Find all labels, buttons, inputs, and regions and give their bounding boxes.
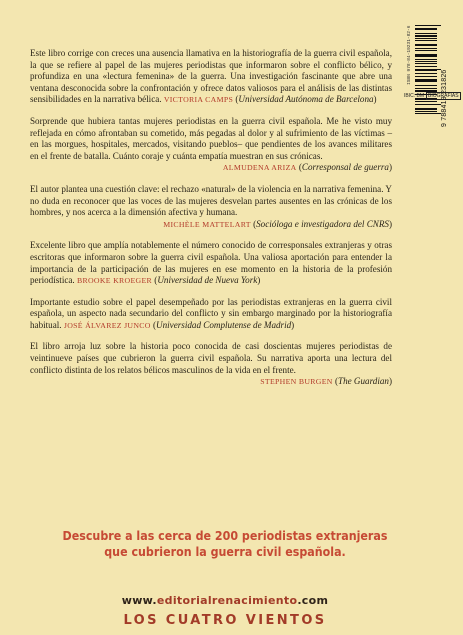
blurb-alvarez-junco: Importante estudio sobre el papel desempeñado por las periodistas extranjeras en la guerra civil española, un aspecto nada secundario del conflicto y sin embargo marginado por la historiografía habitual. JOSÉ ÁLVAREZ JUNCO (Universidad Complutense de Madrid) (30, 296, 392, 330)
url-suffix: .com (297, 594, 329, 607)
barcode-bar (415, 38, 437, 39)
barcode-bar (415, 88, 437, 89)
blurb-text: Este libro corrige con creces una ausencia llamativa en la historiografía de la guerra civil española, la que se refiere al papel de las mujeres periodistas que informaron sobre el conflicto bélico, y profundiza en una «lectura femenina» de la guerra. Una investigación fascinante que abre una ventana desconocida sobre la confrontación y ofrece datos valiosos para el análisis de las distintas sensibilidades en la narrativa bélica. (30, 48, 392, 105)
url-prefix: www. (121, 594, 157, 607)
blurb-author: ALMUDENA ARIZA (222, 163, 297, 173)
barcode-bar (415, 73, 437, 74)
isbn-label: ISBN 978-84-19231-82-6 (407, 25, 412, 85)
barcode-bar (415, 50, 437, 51)
barcode-bar (415, 40, 437, 41)
barcode-bars (415, 25, 441, 117)
collection-name: LOS CUATRO VIENTOS (123, 613, 327, 628)
promo-line-2: que cubrieron la guerra civil española. (104, 544, 346, 559)
blurb-camps: Este libro corrige con creces una ausencia llamativa en la historiografía de la guerra civil española, la que se refiere al papel de las mujeres periodistas que informaron sobre el conflicto bélico, y profundiza en una «lectura femenina» de la guerra. Una investigación fascinante que abre una ventana desconocida sobre la confrontación y ofrece datos valiosos para el análisis de las distintas sensibilidades en la narrativa bélica. VICTORIA CAMPS (Universidad Autónoma de Barcelona) (30, 48, 392, 105)
blurb-author: MICHÈLE MATTELART (163, 219, 251, 229)
blurb-author: STEPHEN BURGEN (260, 377, 333, 387)
barcode-bar (415, 59, 437, 60)
barcode-bar (415, 56, 437, 57)
blurb-author: VICTORIA CAMPS (163, 95, 234, 105)
barcode-bar (415, 33, 437, 34)
subject-code: IBIC: BM (404, 93, 425, 99)
url-name: editorialrenacimiento (156, 594, 298, 607)
blurb-text: El autor plantea una cuestión clave: el rechazo «natural» de la violencia en la narrativa femenina. Y no duda en reconocer que las voces de las mujeres desvelan partes ausentes en las crónicas de los hombres, y nos acerca a la dimensión afectiva y humana. (30, 183, 392, 218)
barcode-bar (415, 101, 437, 102)
blurb-affiliation: Universidad Complutense de Madrid (156, 319, 292, 330)
barcode-bar (415, 81, 437, 82)
blurb-affiliation: Socióloga e investigadora del CNRS (256, 218, 389, 229)
barcode-bar (415, 48, 437, 49)
subject-tag (404, 92, 459, 99)
blurb-mattelart: El autor plantea una cuestión clave: el rechazo «natural» de la violencia en la narrativa femenina. Y no duda en reconocer que las voces de las mujeres desvelan partes ausentes en las crónicas de los hombres, y nos acerca a la dimensión afectiva y humana. MICHÈLE MATTELART (Socióloga e investigadora del CNRS) (30, 183, 392, 229)
blurb-text: Sorprende que hubiera tantas mujeres periodistas en la guerra civil española. Me he visto muy reflejada en cómo afrontaban su cometido, más pegadas al dolor y al sufrimiento de las víctimas –en las morgues, hospitales, mercados, visitando pueblos– que pendientes de los avances militares en el frente de batalla. Cuánto coraje y cuánta empatía muestran en sus crónicas. (30, 115, 392, 161)
blurb-kroeger: Excelente libro que amplía notablemente el número conocido de corresponsales extranjeras y otras escritoras que informaron sobre la guerra civil española. Una valiosa aportación para entender la importancia de la participación de las mujeres en ese momento en la historia de la profesión periodística. BROOKE KROEGER (Universidad de Nueva York) (30, 240, 392, 286)
review-blurbs (30, 48, 392, 398)
isbn-digits: 9 788419 231826 (441, 69, 448, 127)
barcode-bar (415, 113, 441, 114)
barcode-bar (415, 70, 437, 71)
blurb-affiliation: Universidad de Nueva York (157, 275, 258, 286)
blurb-author: BROOKE KROEGER (76, 276, 153, 286)
blurb-text: El libro arroja luz sobre la historia poco conocida de casi doscientas mujeres periodistas de veintinueve países que cubrieron la guerra civil española. Su narrativa aporta una lectura del conflicto distinta de los relatos bélicos masculinos de la vida en el frente. (30, 341, 392, 375)
blurb-affiliation: Corresponsal de guerra (301, 162, 389, 173)
blurb-text: Importante estudio sobre el papel desempeñado por las periodistas extranjeras en la guerra civil española, un aspecto nada secundario del conflicto y sin embargo marginado por la historiografía habitual. (30, 296, 392, 330)
barcode-bar (415, 109, 437, 110)
blurb-text: Excelente libro que amplía notablemente el número conocido de corresponsales extranjeras y otras escritoras que informaron sobre la guerra civil española. Una valiosa aportación para entender la importancia de la participación de las mujeres en ese momento en la historia de la profesión periodística. (30, 240, 392, 286)
isbn-barcode (405, 25, 448, 127)
publisher-info (0, 594, 450, 628)
promo-line-1: Descubre a las cerca de 200 periodistas extranjeras (62, 528, 388, 543)
barcode-bar (415, 76, 437, 77)
barcode-bar (415, 29, 437, 30)
barcode-bar (415, 66, 437, 67)
blurb-affiliation: The Guardian (338, 376, 389, 387)
blurb-author: JOSÉ ÁLVAREZ JUNCO (63, 320, 151, 330)
barcode-bar (415, 25, 441, 26)
blurb-affiliation: Universidad Autónoma de Barcelona (238, 94, 374, 105)
barcode-bar (415, 85, 437, 86)
barcode-bar (415, 104, 441, 105)
barcode-bar (415, 45, 437, 46)
blurb-ariza: Sorprende que hubiera tantas mujeres periodistas en la guerra civil española. Me he visto muy reflejada en cómo afrontaban su cometido, más pegadas al dolor y al sufrimiento de las víctimas –en las morgues, hospitales, mercados, visitando pueblos– que pendientes de los avances militares en el frente de batalla. Cuánto coraje y cuánta empatía muestran en sus crónicas. ALMUDENA ARIZA (Corresponsal de guerra) (30, 115, 392, 173)
publisher-url (0, 594, 450, 607)
subject-label: BIOGRAFÍAS (428, 93, 459, 99)
barcode-bar (415, 63, 437, 64)
blurb-burgen: El libro arroja luz sobre la historia poco conocida de casi doscientas mujeres periodistas de veintinueve países que cubrieron la guerra civil española. Su narrativa aporta una lectura del conflicto distinta de los relatos bélicos masculinos de la vida en el frente. STEPHEN BURGEN (The Guardian) (30, 341, 392, 387)
promo-tagline (27, 528, 423, 560)
